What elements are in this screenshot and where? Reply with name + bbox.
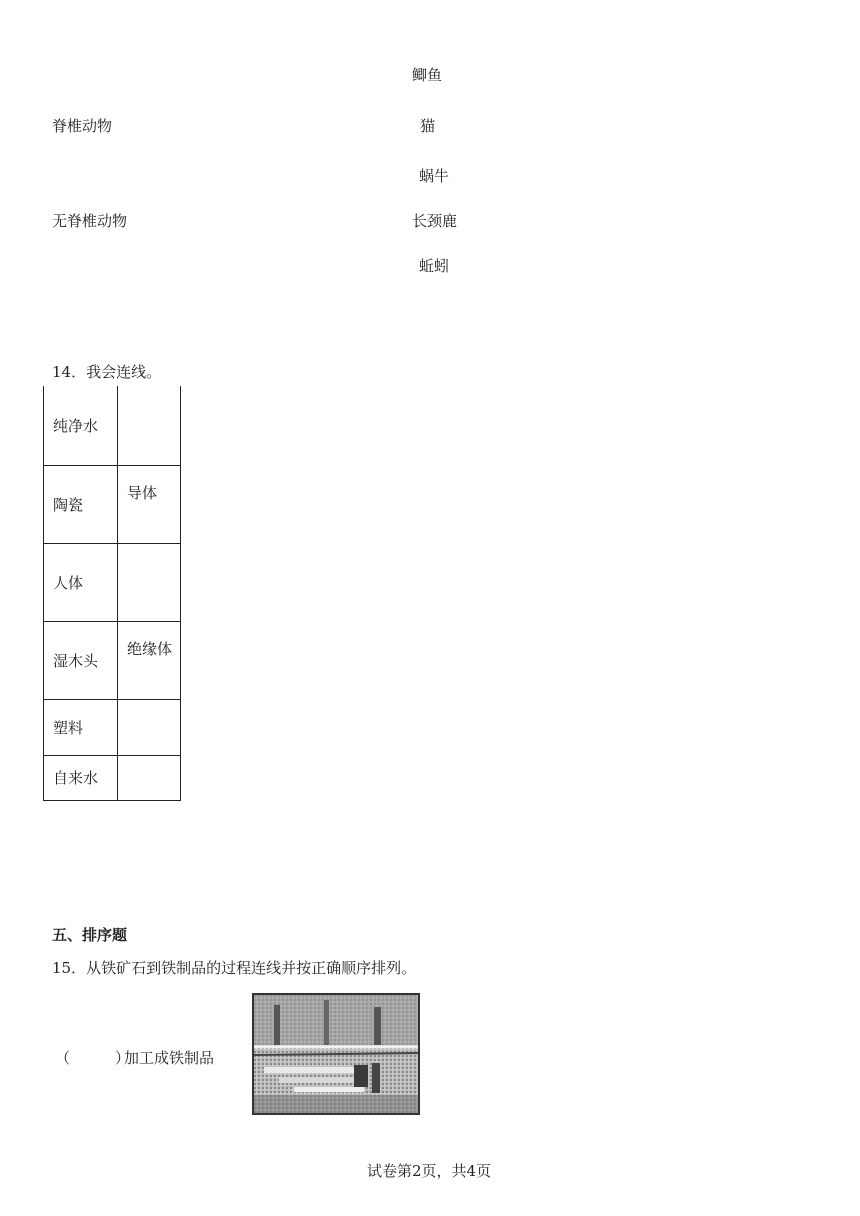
animal-item-crucian-carp: 鲫鱼 (412, 66, 443, 84)
category-insulator: 绝缘体 (127, 639, 173, 658)
material-cell: 纯净水 (44, 386, 118, 465)
category-conductor: 导体 (127, 483, 158, 502)
section-heading: 五、排序题 (52, 926, 128, 944)
category-cell (118, 755, 181, 800)
category-cell (118, 699, 181, 755)
question-15-title: 15．从铁矿石到铁制品的过程连线并按正确顺序排列。 (52, 959, 417, 977)
page-footer: 试卷第2页，共4页 (367, 1162, 492, 1180)
material-cell: 湿木头 (44, 621, 118, 699)
category-cell (118, 621, 181, 699)
factory-photo-icon (252, 993, 420, 1115)
material-cell: 自来水 (44, 755, 118, 800)
material-cell: 陶瓷 (44, 465, 118, 543)
category-cell (118, 543, 181, 621)
material-cell: 人体 (44, 543, 118, 621)
matching-table (43, 386, 181, 801)
answer-blank: （ ） (55, 1049, 131, 1067)
animal-item-snail: 蜗牛 (419, 167, 450, 185)
category-invertebrate: 无脊椎动物 (52, 212, 128, 230)
animal-item-earthworm: 蚯蚓 (419, 257, 450, 275)
animal-item-cat: 猫 (420, 117, 436, 135)
process-step-label: 加工成铁制品 (124, 1049, 215, 1067)
question-14-title: 14．我会连线。 (52, 363, 162, 381)
category-vertebrate: 脊椎动物 (52, 117, 113, 135)
category-cell (118, 465, 181, 543)
category-cell (118, 386, 181, 465)
animal-item-giraffe: 长颈鹿 (412, 212, 458, 230)
material-cell: 塑料 (44, 699, 118, 755)
